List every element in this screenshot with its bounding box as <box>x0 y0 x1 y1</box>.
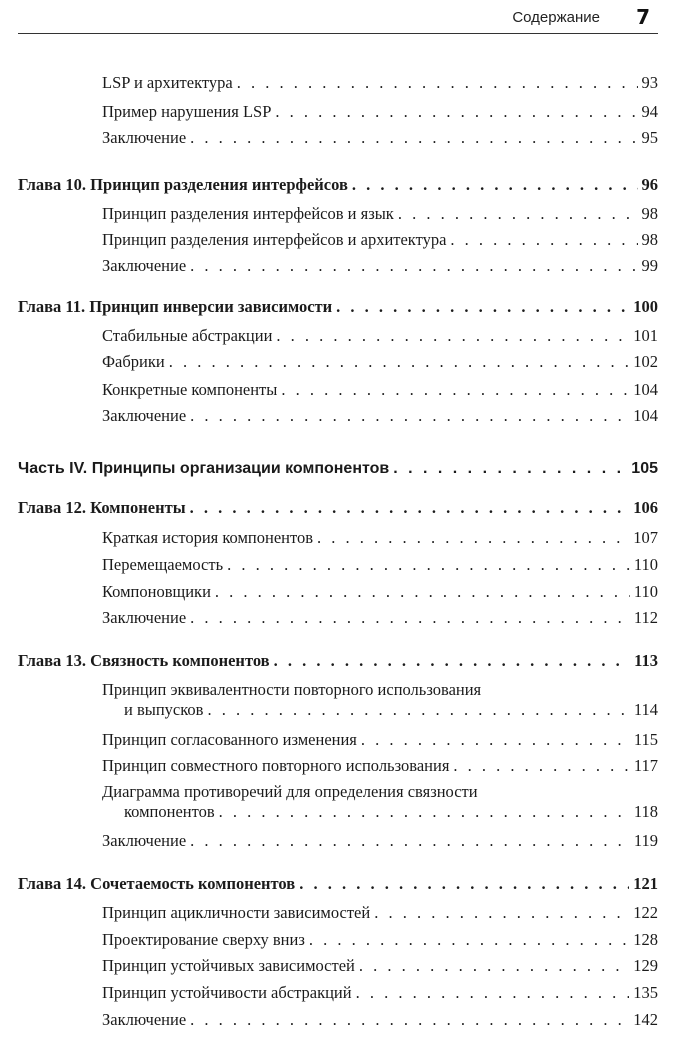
toc-entry-title: Пример нарушения LSP <box>102 102 272 121</box>
leader-dots <box>398 204 638 224</box>
toc-entry-title: Заключение <box>102 256 187 275</box>
toc-entry-title: Принцип эквивалентности повторного использования <box>102 680 482 699</box>
toc-entry-page: 115 <box>633 730 658 749</box>
toc-entry-chapter[interactable] <box>18 874 658 894</box>
toc-entry-section[interactable] <box>102 102 658 122</box>
toc-entry-page: 117 <box>633 756 658 775</box>
toc-entry-title: Заключение <box>102 1010 187 1029</box>
toc-entry-title: Принцип согласованного изменения <box>102 730 357 749</box>
toc-entry-page: 142 <box>633 1010 658 1029</box>
toc-entry-section[interactable] <box>102 555 658 575</box>
leader-dots <box>190 498 630 518</box>
toc-entry-title: Глава 12. Компоненты <box>18 498 186 517</box>
toc-entry-section[interactable] <box>102 680 658 720</box>
toc-entry-section[interactable] <box>102 730 658 750</box>
toc-entry-page: 104 <box>633 380 658 399</box>
toc-entry-title: Заключение <box>102 406 187 425</box>
toc-entry-chapter[interactable] <box>18 175 658 195</box>
leader-dots <box>309 930 629 950</box>
toc-entry-section[interactable] <box>102 528 658 548</box>
toc-entry-section[interactable] <box>102 1010 658 1030</box>
toc-entry-title: Фабрики <box>102 352 165 371</box>
toc-entry-page: 113 <box>634 651 658 670</box>
leader-dots <box>359 956 629 976</box>
toc-entry-section[interactable] <box>102 256 658 276</box>
leader-dots <box>190 831 630 851</box>
leader-dots <box>352 175 638 195</box>
leader-dots <box>190 128 637 148</box>
toc-entry-chapter[interactable] <box>18 651 658 671</box>
toc-entry-page: 96 <box>641 175 658 194</box>
toc-entry-page: 118 <box>633 802 658 821</box>
toc-entry-section[interactable] <box>102 782 658 822</box>
running-header <box>18 0 658 34</box>
leader-dots <box>190 608 630 628</box>
toc-entry-title-continued: и выпусков <box>124 700 204 719</box>
toc-entry-page: 95 <box>641 128 658 147</box>
toc-entry-page: 94 <box>641 102 658 121</box>
leader-dots <box>356 983 630 1003</box>
toc-entry-page: 122 <box>633 903 658 922</box>
toc-entry-page: 100 <box>633 297 658 316</box>
toc-entry-page: 93 <box>641 73 658 92</box>
leader-dots <box>317 528 629 548</box>
toc-entry-section[interactable] <box>102 582 658 602</box>
leader-dots <box>336 297 629 317</box>
toc-entry-page: 110 <box>633 582 658 601</box>
toc-entry-page: 98 <box>641 204 658 223</box>
toc-entry-section[interactable] <box>102 380 658 400</box>
leader-dots <box>361 730 630 750</box>
toc-entry-section[interactable] <box>102 406 658 426</box>
toc-entry-title-continued: компонентов <box>124 802 215 821</box>
toc-entry-section[interactable] <box>102 230 658 250</box>
toc-entry-page: 135 <box>633 983 658 1002</box>
toc-entry-chapter[interactable] <box>18 297 658 317</box>
leader-dots <box>219 802 630 822</box>
toc-entry-title: Глава 10. Принцип разделения интерфейсов <box>18 175 348 194</box>
toc-entry-page: 110 <box>633 555 658 574</box>
toc-entry-page: 102 <box>633 352 658 371</box>
toc-entry-title: Глава 14. Сочетаемость компонентов <box>18 874 296 893</box>
toc-entry-part[interactable] <box>18 459 658 479</box>
toc-entry-title: Принцип устойчивости абстракций <box>102 983 352 1002</box>
toc-entry-title: Глава 13. Связность компонентов <box>18 651 270 670</box>
leader-dots <box>237 73 638 93</box>
leader-dots <box>190 256 637 276</box>
toc-entry-section[interactable] <box>102 930 658 950</box>
toc-entry-page: 114 <box>633 700 658 719</box>
toc-entry-section[interactable] <box>102 128 658 148</box>
toc-entry-title: Заключение <box>102 608 187 627</box>
leader-dots <box>169 352 630 372</box>
toc-entry-title: Диаграмма противоречий для определения связности <box>102 782 478 801</box>
toc-entry-section[interactable] <box>102 983 658 1003</box>
toc-entry-page: 104 <box>633 406 658 425</box>
toc-entry-section[interactable] <box>102 608 658 628</box>
leader-dots <box>281 380 629 400</box>
toc-entry-title: Заключение <box>102 128 187 147</box>
toc-entry-page: 98 <box>641 230 658 249</box>
toc-entry-title: Глава 11. Принцип инверсии зависимости <box>18 297 333 316</box>
toc-entry-section[interactable] <box>102 352 658 372</box>
toc-entry-page: 128 <box>633 930 658 949</box>
toc-entry-section[interactable] <box>102 73 658 93</box>
toc-entry-title: Перемещаемость <box>102 555 224 574</box>
toc-entry-chapter[interactable] <box>18 498 658 518</box>
page-number: 7 <box>636 5 650 29</box>
toc-entry-title: Краткая история компонентов <box>102 528 314 547</box>
toc-entry-section[interactable] <box>102 956 658 976</box>
toc-entry-title: Конкретные компоненты <box>102 380 278 399</box>
toc-entry-title: Заключение <box>102 831 187 850</box>
leader-dots <box>207 700 629 720</box>
leader-dots <box>274 651 631 671</box>
toc-entry-title: Часть IV. Принципы организации компонентов <box>18 460 390 477</box>
leader-dots <box>393 459 627 479</box>
leader-dots <box>453 756 629 776</box>
toc-entry-page: 105 <box>631 460 658 477</box>
toc-entry-page: 129 <box>633 956 658 975</box>
toc-entry-page: 107 <box>633 528 658 547</box>
toc-entry-section[interactable] <box>102 204 658 224</box>
toc-entry-title: Принцип разделения интерфейсов и архитектура <box>102 230 447 249</box>
leader-dots <box>276 326 629 346</box>
toc-entry-section[interactable] <box>102 903 658 923</box>
toc-entry-page: 119 <box>633 831 658 850</box>
leader-dots <box>450 230 637 250</box>
running-header-title: Содержание <box>512 9 600 26</box>
leader-dots <box>190 406 629 426</box>
toc-entry-page: 106 <box>633 498 658 517</box>
toc-entry-section[interactable] <box>102 831 658 851</box>
leader-dots <box>374 903 629 923</box>
toc-entry-section[interactable] <box>102 756 658 776</box>
toc-entry-title: Принцип совместного повторного использования <box>102 756 450 775</box>
leader-dots <box>215 582 630 602</box>
toc-entry-title: Принцип ацикличности зависимостей <box>102 903 371 922</box>
leader-dots <box>299 874 629 894</box>
toc-entry-page: 112 <box>633 608 658 627</box>
toc-entry-title: Проектирование сверху вниз <box>102 930 305 949</box>
toc-entry-section[interactable] <box>102 326 658 346</box>
leader-dots <box>190 1010 629 1030</box>
toc-entry-title: Принцип устойчивых зависимостей <box>102 956 355 975</box>
toc-entry-title: Принцип разделения интерфейсов и язык <box>102 204 394 223</box>
toc-entry-page: 99 <box>641 256 658 275</box>
toc-entry-title: LSP и архитектура <box>102 73 233 92</box>
toc-entry-title: Стабильные абстракции <box>102 326 273 345</box>
leader-dots <box>227 555 630 575</box>
toc-entry-page: 101 <box>633 326 658 345</box>
leader-dots <box>275 102 637 122</box>
toc-entry-title: Компоновщики <box>102 582 211 601</box>
toc-entry-page: 121 <box>633 874 658 893</box>
